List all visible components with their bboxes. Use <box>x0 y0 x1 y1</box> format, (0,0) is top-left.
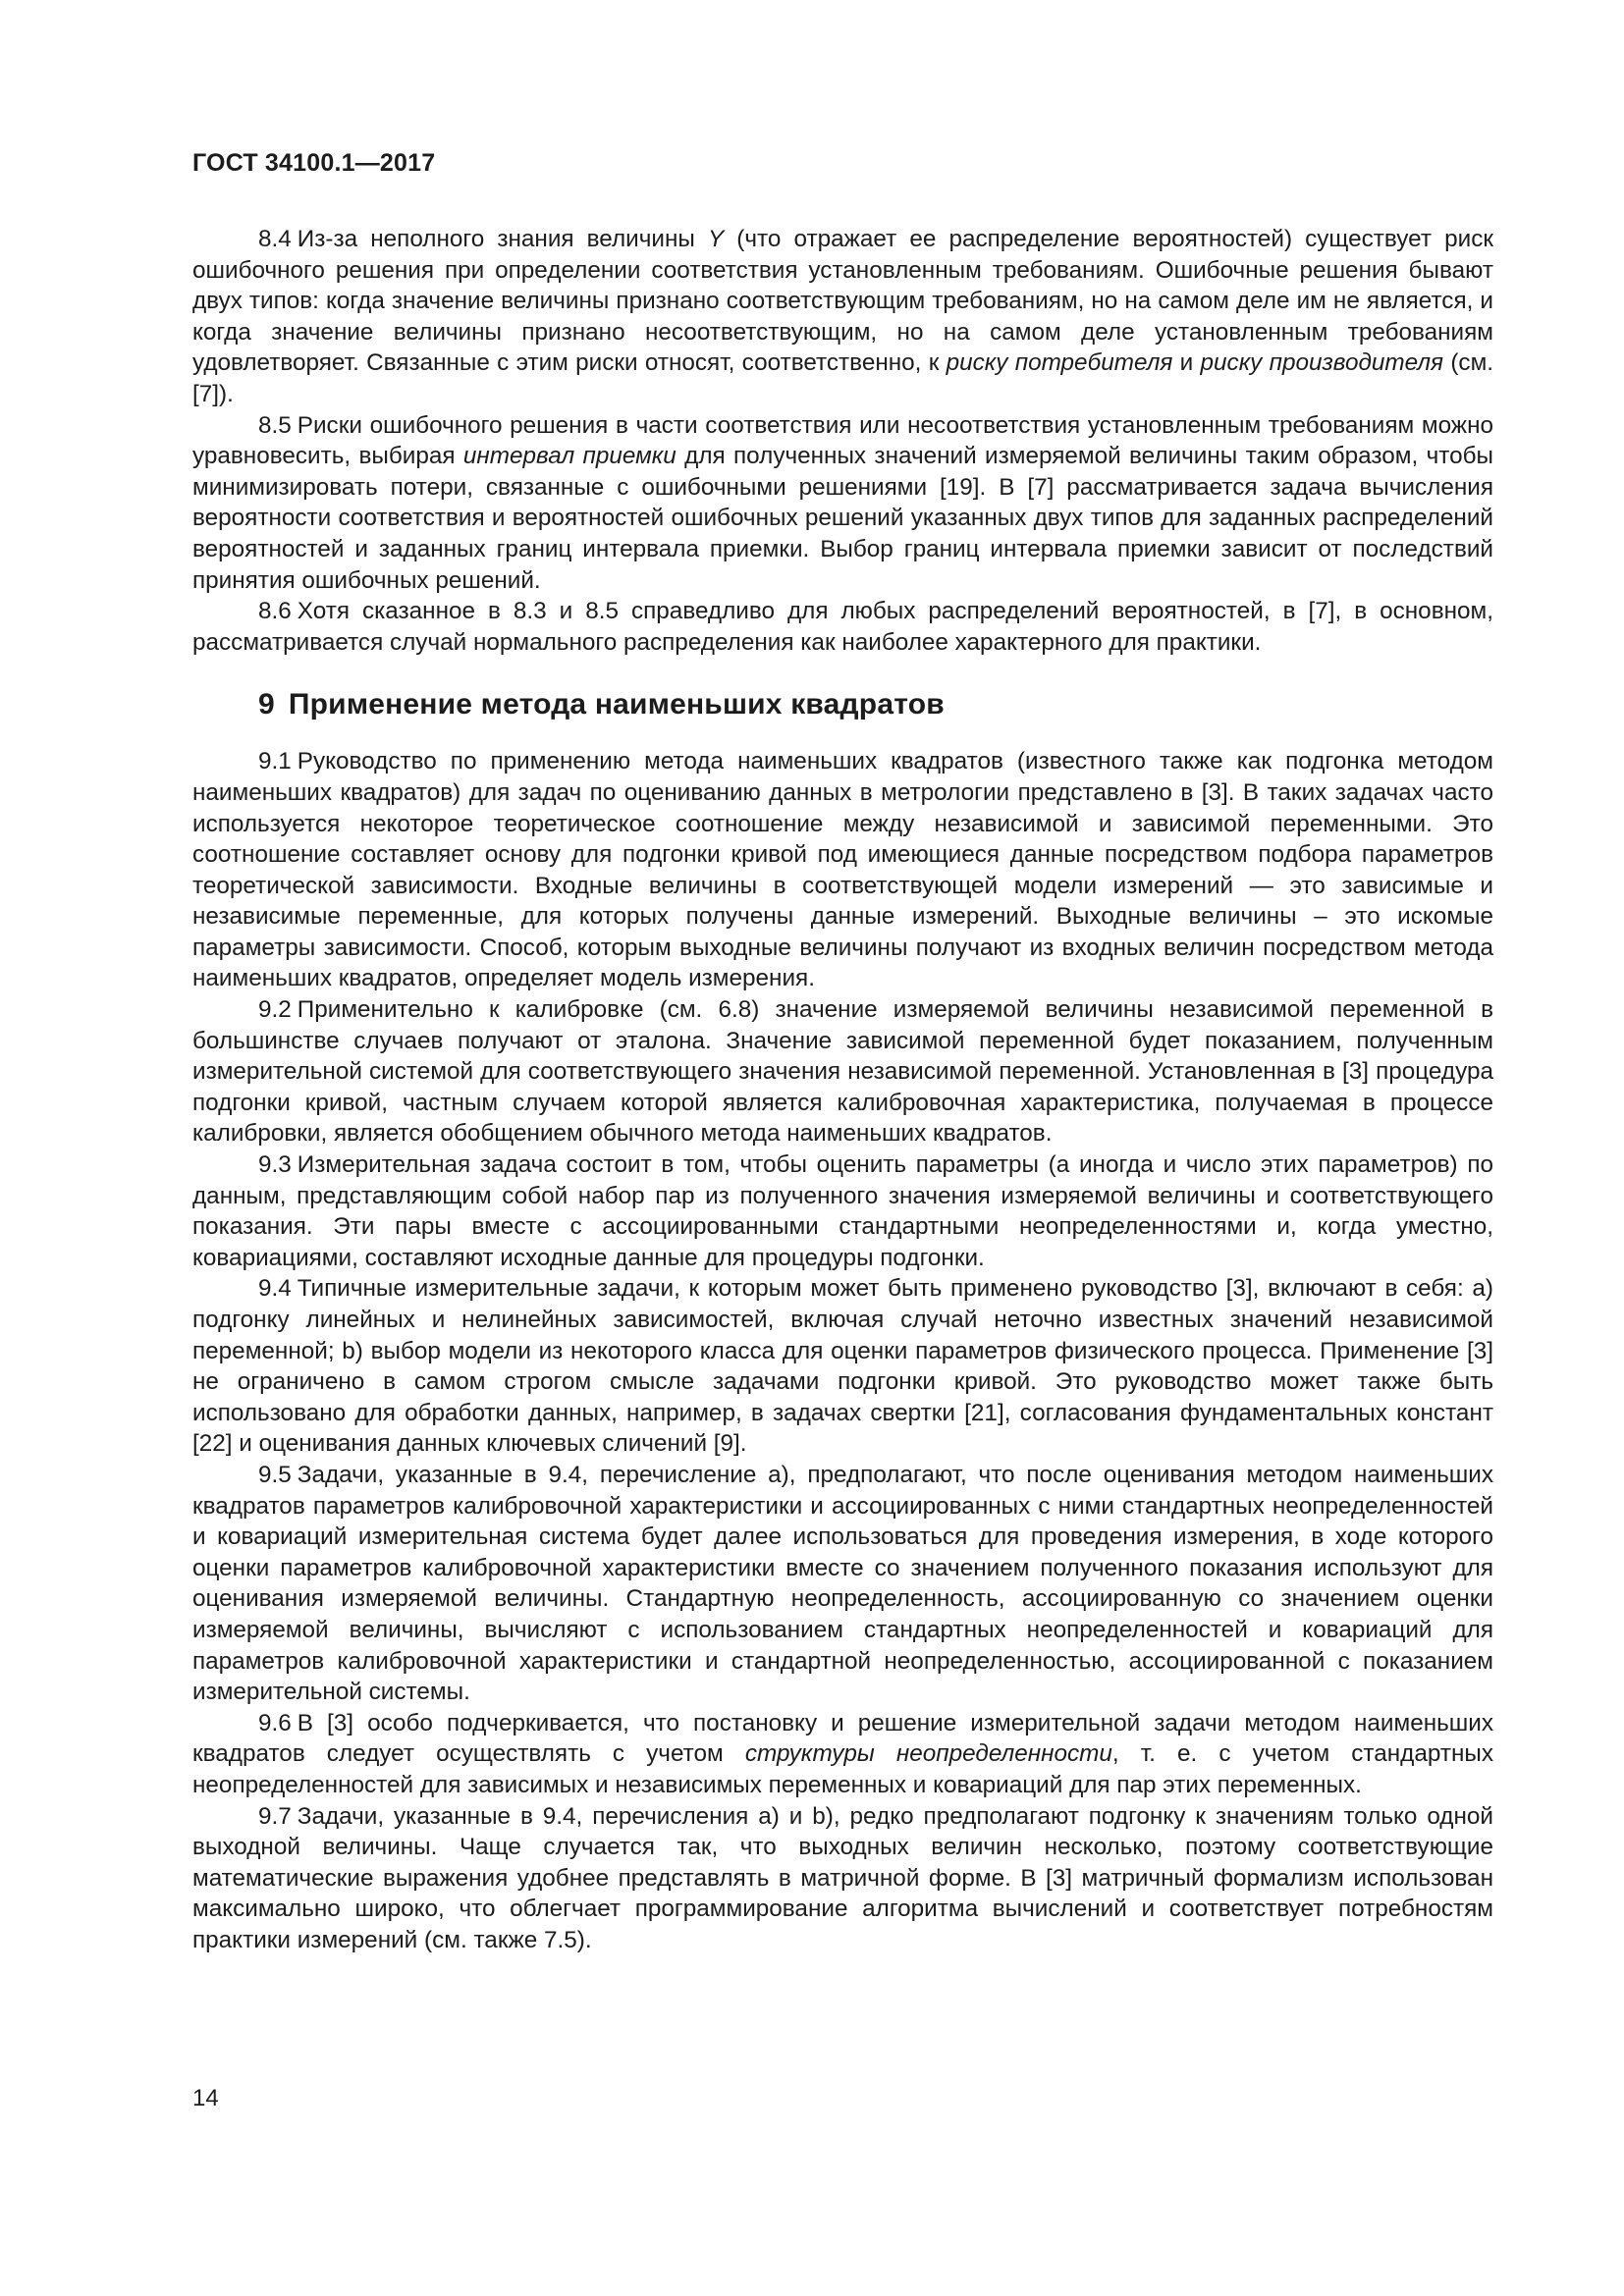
paragraph-number: 8.5 <box>258 411 292 439</box>
paragraph-text: , т. е. с учетом стандартных неопределенностей для зависимых и независимых переменных и ковариаций для пар этих переменных. <box>192 1740 1493 1798</box>
paragraph-8-6 <box>192 596 1493 658</box>
paragraph-9-7 <box>192 1801 1493 1956</box>
paragraph-9-4 <box>192 1273 1493 1460</box>
paragraph-9-2 <box>192 994 1493 1149</box>
paragraph-9-1 <box>192 746 1493 994</box>
paragraph-number: 9.7 <box>258 1802 292 1830</box>
paragraph-text: (что отражает ее распределение вероятностей) существует риск ошибочного решения при определении соответствия установленным требованиям. Ошибочные решения бывают двух типов: когда значение величины признано соответствующим требованиям, но на самом деле им не является, и когда значение величины признано несоответствующим, но на самом деле установленным требованиям удовлетворяет. Связанные с этим риски относят, соответственно, к <box>192 226 1493 377</box>
paragraph-number: 9.3 <box>258 1151 292 1179</box>
paragraph-text: Из-за неполного знания величины <box>297 226 708 252</box>
page-number: 14 <box>192 2085 219 2111</box>
paragraph-number: 9.1 <box>258 748 292 775</box>
paragraph-number: 8.4 <box>258 226 292 252</box>
term-acceptance-interval: интервал приемки <box>462 443 677 470</box>
paragraph-8-4 <box>192 224 1493 410</box>
paragraph-number: 8.6 <box>258 598 292 625</box>
paragraph-text: (см. [7]). <box>192 349 1494 407</box>
term-consumer-risk: риску потребителя <box>946 349 1173 377</box>
paragraph-text: Задачи, указанные в 9.4, перечисления a) и b), редко предполагают подгонку к значениям только одной выходной величины. Чаще случается так, что выходных величин несколько, поэтому соответствующие математические выражения удобнее представлять в матричной форме. В [3] матричный формализм использован максимально широко, что облегчает программирование алгоритма вычислений и соответствует потребностям практики измерений (см. также 7.5). <box>192 1802 1493 1953</box>
variable-y: Y <box>707 226 725 252</box>
paragraph-9-6 <box>192 1708 1493 1801</box>
paragraph-text: Применительно к калибровке (см. 6.8) значение измеряемой величины независимой переменной в большинстве случаев получают от эталона. Значение зависимой переменной будет показанием, полученным измерительной системой для соответствующего значения независимой переменной. Установленная в [3] процедура подгонки кривой, частным случаем которой является калибровочная характеристика, получаемая в процессе калибровки, является обобщением обычного метода наименьших квадратов. <box>192 996 1493 1148</box>
paragraph-text: Задачи, указанные в 9.4, перечисление а), предполагают, что после оценивания методом наименьших квадратов параметров калибровочной характеристики и ассоциированных с ними стандартных неопределенностей и ковариаций измерительная система будет далее использоваться для проведения измерения, в ходе которого оценки параметров калибровочной характеристики вместе со значением полученного показания используют для оценивания измеряемой величины. Стандартную неопределенность, ассоциированную со значением оценки измеряемой величины, вычисляют с использованием стандартных неопределенностей и ковариаций для параметров калибровочной характеристики и стандартной неопределенностью, ассоциированной с показанием измерительной системы. <box>192 1461 1493 1706</box>
paragraph-text: В [3] особо подчеркивается, что постановку и решение измерительной задачи методом наименьших квадратов следует осуществлять с учетом <box>192 1709 1493 1768</box>
section-title: Применение метода наименьших квадратов <box>288 688 945 721</box>
paragraph-text: Хотя сказанное в 8.3 и 8.5 справедливо для любых распределений вероятностей, в [7], в основном, рассматривается случай нормального распределения как наиболее характерного для практики. <box>192 598 1493 656</box>
paragraph-text: Типичные измерительные задачи, к которым может быть применено руководство [3], включают в себя: a) подгонку линейных и нелинейных зависимостей, включая случай неточно известных значений независимой переменной; b) выбор модели из некоторого класса для оценки параметров физического процесса. Применение [3] не ограничено в самом строгом смысле задачами подгонки кривой. Это руководство может также быть использовано для обработки данных, например, в задачах свертки [21], согласования фундаментальных констант [22] и оценивания данных ключевых сличений [9]. <box>192 1275 1493 1458</box>
section-number: 9 <box>258 688 275 721</box>
paragraph-number: 9.4 <box>258 1275 292 1303</box>
paragraph-text: и <box>1172 349 1201 377</box>
paragraph-text: Руководство по применению метода наименьших квадратов (известного также как подгонка методом наименьших квадратов) для задач по оцениванию данных в метрологии представлено в [3]. В таких задачах часто используется некоторое теоретическое соотношение между независимой и зависимой переменными. Это соотношение составляет основу для подгонки кривой под имеющиеся данные посредством подбора параметров теоретической зависимости. Входные величины в соответствующей модели измерений — это зависимые и независимые переменные, для которых получены данные измерений. Выходные величины – это искомые параметры зависимости. Способ, которым выходные величины получают из входных величин посредством метода наименьших квадратов, определяет модель измерения. <box>192 748 1493 992</box>
paragraph-9-5 <box>192 1460 1493 1708</box>
paragraph-text: Измерительная задача состоит в том, чтобы оценить параметры (а иногда и число этих параметров) по данным, представляющим собой набор пар из полученного значения измеряемой величины и соответствующего показания. Эти пары вместе с ассоциированными стандартными неопределенностями и, когда уместно, ковариациями, составляют исходные данные для процедуры подгонки. <box>192 1151 1493 1271</box>
term-producer-risk: риску производителя <box>1200 349 1444 377</box>
paragraph-9-3 <box>192 1149 1493 1273</box>
standard-code-header: ГОСТ 34100.1—2017 <box>192 149 436 177</box>
paragraph-8-5 <box>192 410 1493 597</box>
document-body <box>192 224 1493 1955</box>
paragraph-number: 9.2 <box>258 996 292 1024</box>
paragraph-text: Риски ошибочного решения в части соответствия или несоответствия установленным требованиям можно уравновесить, выбирая <box>192 411 1493 470</box>
section-heading-9 <box>258 685 1493 724</box>
term-uncertainty-structure: структуры неопределенности <box>744 1740 1112 1768</box>
paragraph-text: для полученных значений измеряемой величины таким образом, чтобы минимизировать потери, связанные с ошибочными решениями [19]. В [7] рассматривается задача вычисления вероятности соответствия и вероятностей ошибочных решений указанных двух типов для заданных распределений вероятностей и заданных границ интервала приемки. Выбор границ интервала приемки зависит от последствий принятия ошибочных решений. <box>192 443 1494 594</box>
paragraph-number: 9.5 <box>258 1461 292 1488</box>
paragraph-number: 9.6 <box>258 1709 292 1736</box>
